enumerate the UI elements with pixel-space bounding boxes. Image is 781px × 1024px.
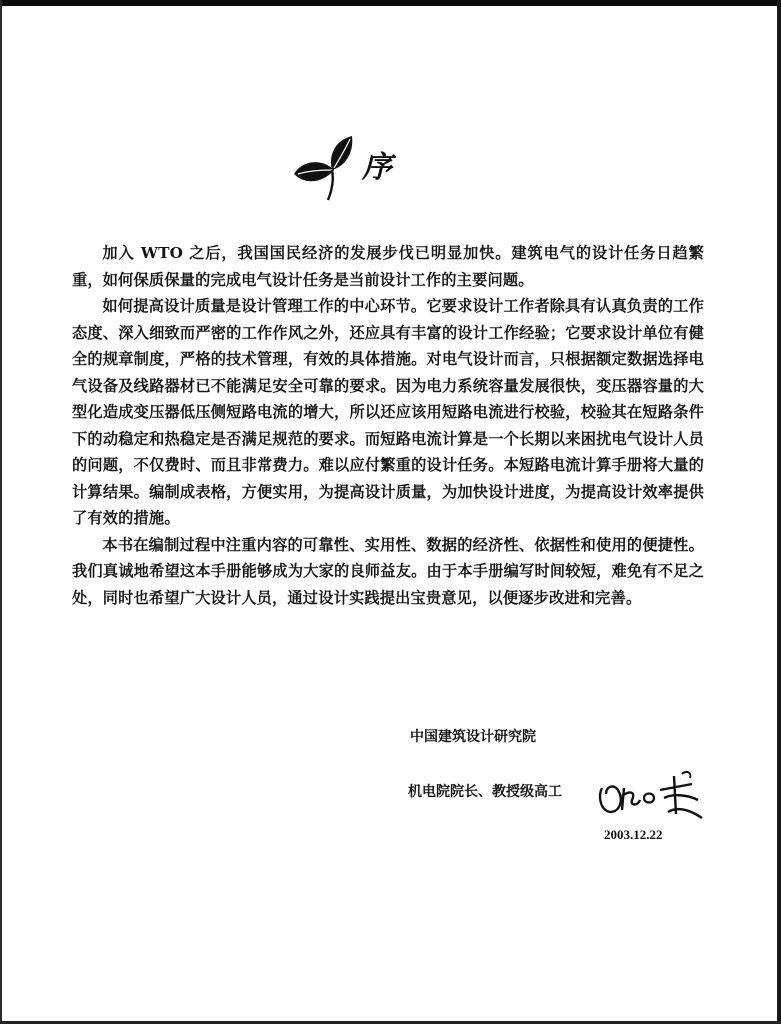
handwritten-signature — [594, 766, 714, 826]
preface-body — [72, 240, 704, 611]
signature-block — [408, 724, 728, 854]
scan-border-top — [0, 0, 781, 6]
page-heading: 序 — [362, 150, 392, 185]
scan-border-right — [777, 0, 781, 1024]
leaf-sprout-icon — [288, 130, 360, 202]
preface-header — [288, 130, 428, 205]
organization-name: 中国建筑设计研究院 — [410, 729, 536, 745]
paragraph-3: 本书在编制过程中注重内容的可靠性、实用性、数据的经济性、依据性和使用的便捷性。我们真诚地希望这本手册能够成为大家的良师益友。由于本手册编写时间较短，难免有不足之处，同时也希望广大设计人员，通过设计实践提出宝贵意见，以便逐步改进和完善。 — [72, 535, 704, 607]
author-title: 机电院院长、教授级高工 — [408, 784, 562, 800]
paragraph-2: 如何提高设计质量是设计管理工作的中心环节。它要求设计工作者除具有认真负责的工作态度、深入细致而严密的工作作风之外，还应具有丰富的设计工作经验；它要求设计单位有健全的规章制度，严格的技术管理，有效的具体措施。对电气设计而言，只根据额定数据选择电气设备及线路器材已不能满足安全可靠的要求。因为电力系统容量发展很快，变压器容量的大型化造成变压器低压侧短路电流的增大，所以还应该用短路电流进行校验，校验其在短路条件下的动稳定和热稳定是否满足规范的要求。而短路电流计算是一个长期以来困扰电气设计人员的问题，不仅费时、而且非常费力。难以应付繁重的设计任务。本短路电流计算手册将大量的计算结果。编制成表格，方便实用，为提高设计质量，为加快设计进度，为提高设计效率提供了有效的措施。 — [72, 297, 704, 527]
scan-border-left — [0, 0, 2, 1024]
signature-date: 2003.12.22 — [604, 827, 663, 842]
paragraph-1: 加入 WTO 之后，我国国民经济的发展步伐已明显加快。建筑电气的设计任务日趋繁重，如何保质保量的完成电气设计任务是当前设计工作的主要问题。 — [72, 244, 704, 289]
